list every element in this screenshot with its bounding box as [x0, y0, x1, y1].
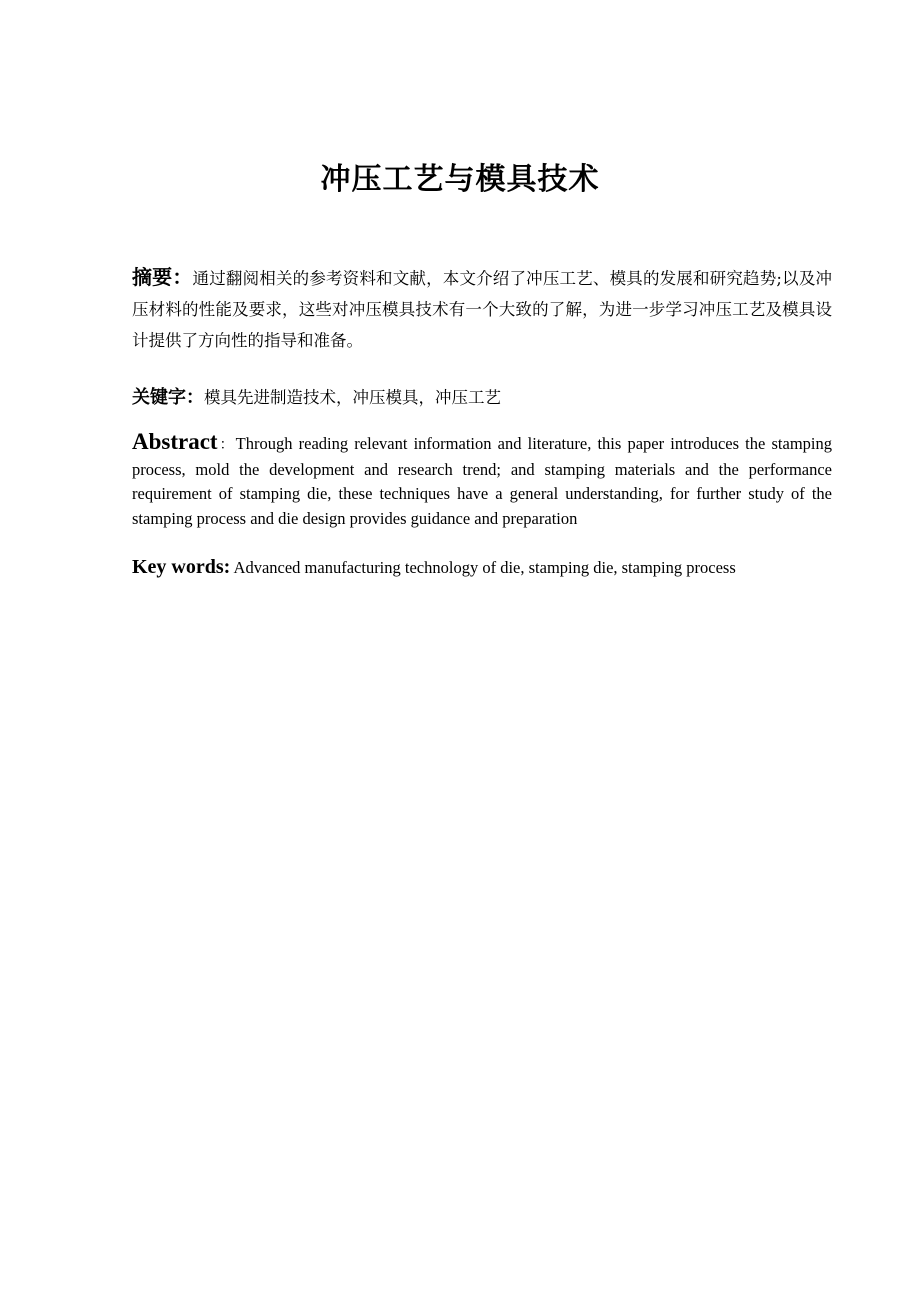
english-keywords	[132, 554, 832, 581]
english-abstract-separator: ：	[217, 437, 236, 453]
chinese-abstract-text: 通过翻阅相关的参考资料和文献，本文介绍了冲压工艺、模具的发展和研究趋势;以及冲压材料的性能及要求，这些对冲压模具技术有一个大致的了解，为进一步学习冲压工艺及模具设计提供了方向性的指导和准备。	[132, 269, 832, 350]
chinese-abstract-label: 摘要：	[132, 265, 193, 289]
chinese-abstract	[132, 262, 832, 356]
chinese-keywords-label: 关键字：	[132, 387, 204, 408]
page-title: 冲压工艺与模具技术	[320, 162, 600, 197]
english-abstract-label: Abstract	[132, 429, 218, 454]
english-abstract	[132, 430, 832, 531]
chinese-keywords	[132, 384, 832, 412]
chinese-keywords-text: 模具先进制造技术，冲压模具，冲压工艺	[204, 388, 501, 407]
english-abstract-text: Through reading relevant information and literature, this paper introduces the stamping process, mold the development and research trend; and stamping materials and the performance requirement of stamping die, these techniques have a general understanding, for further study of the stamping process and die design provides guidance and preparation	[132, 434, 832, 528]
english-keywords-text: Advanced manufacturing technology of die, stamping die, stamping process	[230, 558, 736, 577]
english-keywords-label: Key words:	[132, 556, 231, 578]
